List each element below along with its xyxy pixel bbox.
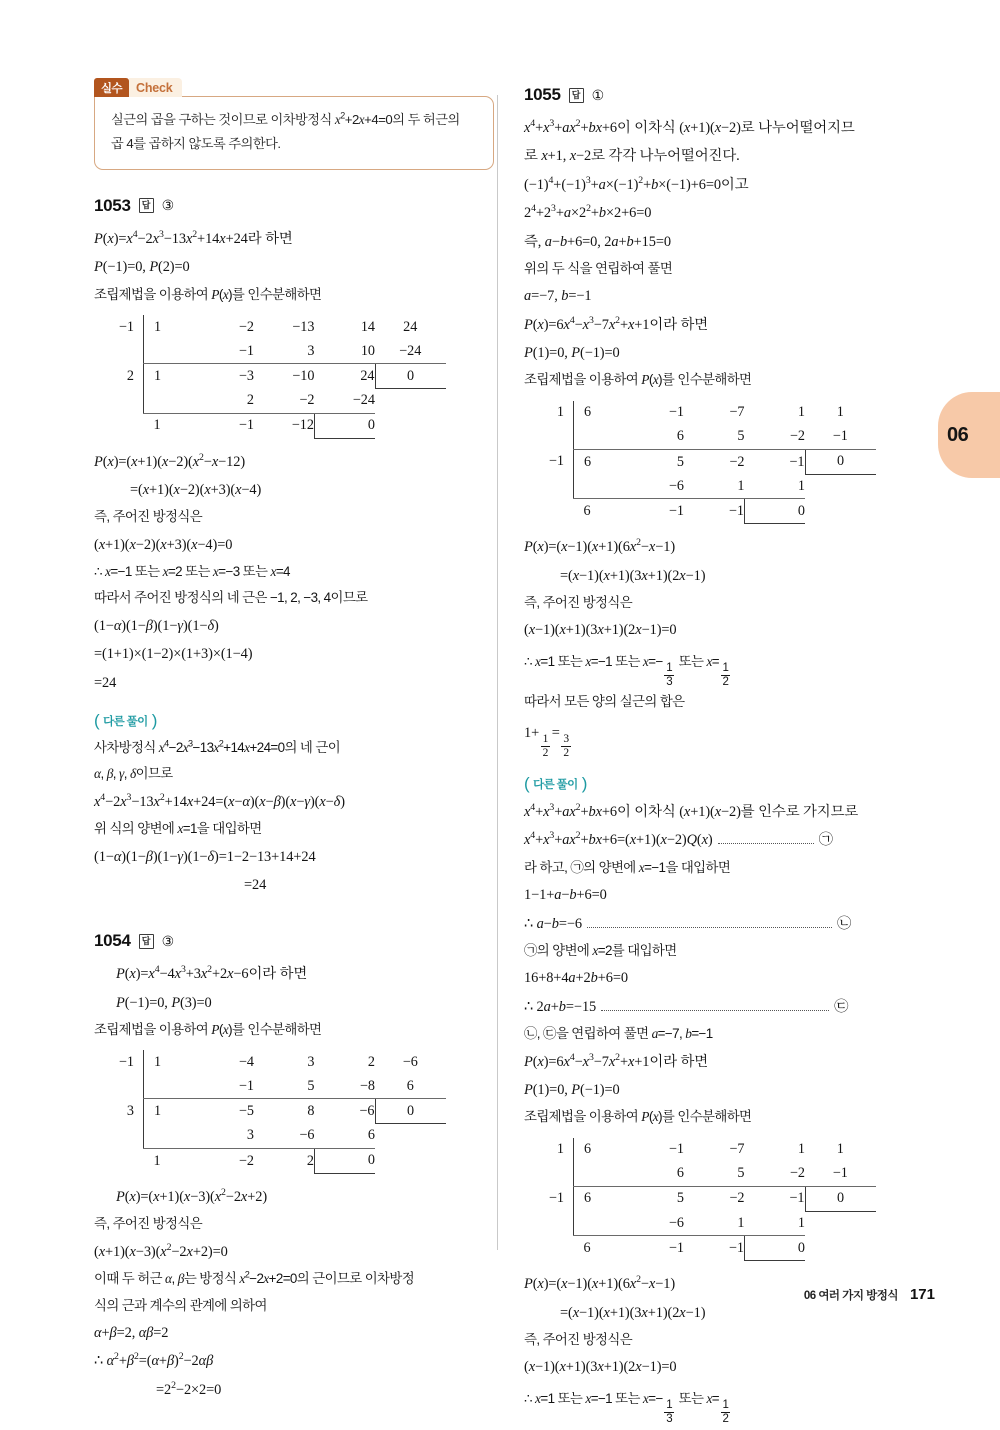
check-chip-label: 실수 — [94, 78, 129, 97]
cell — [94, 1074, 144, 1099]
cell: −2 — [254, 389, 315, 414]
cell: 6 — [574, 401, 625, 425]
cell — [805, 1211, 876, 1236]
problem-1054-answer: ③ — [161, 932, 175, 949]
solution-line: $x^4+x^3+ax^2+bx+6$이 이차식 (x+1)(x−2)로 나누어떨어지므 — [524, 118, 855, 136]
cell: 1 — [144, 315, 195, 339]
solution-line: (1−α)(1−β)(1−γ)(1−δ)=1−2−13+14+24 — [94, 848, 316, 865]
cell — [94, 339, 144, 364]
cell: 1 — [684, 1211, 745, 1236]
solution-line: ∴ a−b=−6 ㉡ — [524, 915, 852, 932]
solution-line: (1−α)(1−β)(1−γ)(1−δ) — [94, 617, 219, 634]
remainder-cell: 0 — [805, 449, 876, 474]
chapter-side-tab — [938, 392, 1000, 478]
divisor: −1 — [548, 453, 564, 470]
solution-line: 위 식의 양변에 x=1을 대입하면 — [94, 821, 262, 837]
cell: 24 — [403, 318, 418, 335]
cell: −1 — [789, 453, 805, 470]
solution-line: 조립제법을 이용하여 P(x)를 인수분해하면 — [524, 372, 752, 388]
cell: 5 — [254, 1074, 315, 1099]
cell: −13 — [292, 318, 315, 335]
solution-line: ㉠의 양변에 x=2를 대입하면 — [524, 943, 677, 958]
problem-1053-answer: ③ — [161, 197, 175, 214]
divisor: −1 — [118, 318, 134, 335]
answer-icon: 답 — [139, 198, 154, 213]
cell: −1 — [805, 1162, 876, 1187]
cell: −6 — [402, 1053, 418, 1070]
solution-line: $P(x)=6x^4-x^3-7x^2+x+1$이라 하면 — [524, 314, 709, 333]
cell: −6 — [624, 1211, 684, 1236]
alt-solution-label: 다른 풀이 — [103, 715, 148, 728]
alt-solution-badge — [94, 713, 157, 729]
cell: −1 — [238, 417, 254, 434]
solution-line: 조립제법을 이용하여 P(x)를 인수분해하면 — [524, 1109, 752, 1125]
cell: −2 — [238, 1152, 254, 1169]
cell: 24 — [360, 367, 375, 384]
cell: 6 — [574, 449, 625, 474]
problem-1055 — [524, 85, 924, 1426]
cell: 1 — [745, 474, 806, 499]
solution-line: =(x−1)(x+1)(3x+1)(2x−1) — [560, 1304, 706, 1321]
cell: 5 — [676, 453, 684, 470]
cell: 1 — [797, 1141, 805, 1158]
table-row — [94, 364, 446, 389]
table-row — [524, 449, 876, 474]
solution-line: 식의 근과 계수의 관계에 의하여 — [94, 1297, 267, 1313]
table-row — [94, 389, 446, 414]
cell: −2 — [745, 425, 806, 450]
solution-line: 로 x+1, x−2로 각각 나누어떨어진다. — [524, 148, 740, 165]
table-row — [524, 1162, 876, 1187]
problem-1054-number: 1054 — [94, 931, 131, 951]
solution-line: 16+8+4a+2b+6=0 — [524, 970, 628, 987]
ref-mark: ㉠ — [524, 943, 537, 958]
solution-line: ∴ x=−1 또는 x=2 또는 x=−3 또는 x=4 — [94, 564, 290, 580]
cell: −2 — [238, 318, 254, 335]
check-word-label: Check — [129, 78, 182, 97]
cell: 2 — [194, 389, 254, 414]
table-row — [524, 401, 876, 425]
solution-line: $P(x)=(x+1)(x-3)(x^2-2x+2)$ — [116, 1187, 268, 1205]
divisor: 3 — [126, 1102, 134, 1119]
table-row — [94, 315, 446, 339]
solution-line: $(x+1)(x-3)(x^2-2x+2)=0$ — [94, 1241, 228, 1260]
problem-1054 — [94, 931, 494, 1404]
synthetic-division-table — [524, 1138, 924, 1262]
cell: 1 — [144, 1050, 195, 1074]
divisor: 1 — [556, 1141, 564, 1158]
cell — [805, 499, 876, 524]
solution-line: 1+ $\frac{1}{2}$ = $\frac{3}{2}$ — [524, 725, 569, 760]
cell: 1 — [836, 404, 844, 421]
cell: 6 — [624, 1162, 684, 1187]
table-row — [524, 1236, 876, 1261]
cell: −1 — [194, 339, 254, 364]
cell: −1 — [668, 1239, 684, 1256]
cell: 6 — [574, 1138, 625, 1162]
solution-line: ∴ x=1 또는 x=−1 또는 x=− $\frac{1}{3}$ 또는 x= $\frac{1}{2}$ — [524, 1390, 729, 1425]
solution-line: =24 — [94, 674, 117, 691]
synthetic-division-table — [524, 401, 924, 525]
cell: −1 — [728, 1239, 744, 1256]
cell: 5 — [684, 425, 745, 450]
divisor: −1 — [118, 1053, 134, 1070]
cell — [524, 474, 574, 499]
solution-line: 즉, a−b+6=0, 2a+b+15=0 — [524, 233, 671, 250]
check-callout-body — [94, 96, 494, 170]
solution-line: ∴ 2a+b=−15 ㉢ — [524, 998, 849, 1015]
table-row — [94, 1148, 446, 1173]
cell: 1 — [797, 404, 805, 421]
cell: 6 — [583, 503, 591, 520]
solution-line: $P(x)=(x-1)(x+1)(6x^2-x-1)$ — [524, 537, 676, 556]
problem-1053-header — [94, 196, 494, 216]
cell: 10 — [315, 339, 376, 364]
cell — [144, 389, 195, 414]
answer-icon: 답 — [139, 934, 154, 949]
solution-line: (x+1)(x−2)(x+3)(x−4)=0 — [94, 536, 233, 553]
solution-line: =(1+1)×(1−2)×(1+3)×(1−4) — [94, 646, 253, 663]
synthetic-division-table — [94, 315, 494, 439]
cell: 1 — [153, 417, 161, 434]
cell: 1 — [684, 474, 745, 499]
solution-line: 즉, 주어진 방정식은 — [524, 595, 633, 611]
table-row — [94, 1074, 446, 1099]
cell: 3 — [307, 1053, 315, 1070]
table-row — [94, 1050, 446, 1074]
cell — [94, 1148, 144, 1173]
remainder-cell: 0 — [375, 1099, 446, 1124]
cell: −4 — [238, 1053, 254, 1070]
cell: −1 — [668, 1141, 684, 1158]
cell: 3 — [254, 339, 315, 364]
cell — [144, 339, 195, 364]
answer-icon: 답 — [569, 88, 584, 103]
cell — [144, 1074, 195, 1099]
cell: 6 — [624, 425, 684, 450]
cell: −5 — [238, 1103, 254, 1120]
remainder-cell: 0 — [315, 1148, 376, 1173]
cell: 8 — [307, 1103, 315, 1120]
solution-line: =(x+1)(x−2)(x+3)(x−4) — [130, 481, 262, 498]
footer-chapter-title: 06 여러 가지 방정식 — [803, 1290, 898, 1302]
solution-line: α, β, γ, δ이므로 — [94, 766, 173, 782]
cell — [375, 1124, 446, 1149]
solution-line: 1−1+a−b+6=0 — [524, 887, 607, 904]
solution-line: $P(x)=(x-1)(x+1)(6x^2-x-1)$ — [524, 1274, 676, 1293]
cell — [144, 1124, 195, 1149]
solution-line: $P(x)=(x+1)(x-2)(x^2-x-12)$ — [94, 451, 246, 470]
cell: −2 — [745, 1162, 806, 1187]
solution-line: =(x−1)(x+1)(3x+1)(2x−1) — [560, 567, 706, 584]
solution-line: P(1)=0, P(−1)=0 — [524, 345, 620, 362]
remainder-cell: 0 — [315, 413, 376, 438]
table-row — [524, 499, 876, 524]
cell: −12 — [291, 417, 314, 434]
solution-line: $2^4+2^3+a\times 2^2+b\times 2+6=0$ — [524, 203, 652, 222]
cell — [94, 1124, 144, 1149]
check-callout-header — [94, 78, 494, 97]
problem-1054-header — [94, 931, 494, 951]
table-row — [524, 474, 876, 499]
bracket-left-icon: ( — [94, 711, 100, 731]
table-row — [94, 1099, 446, 1124]
ref-mark: ㉡ — [524, 1026, 537, 1042]
divisor: 2 — [126, 367, 134, 384]
solution-line: $=2^2-2\times 2=0$ — [156, 1379, 222, 1398]
problem-1053 — [94, 196, 494, 899]
table-row — [524, 1186, 876, 1211]
solution-line: a=−7, b=−1 — [524, 288, 592, 305]
footer-page-number: 171 — [909, 1286, 935, 1303]
bracket-left-icon: ( — [524, 774, 530, 794]
cell — [524, 1236, 574, 1261]
cell — [574, 1162, 625, 1187]
solution-line: 라 하고, ㉠의 양변에 x=−1을 대입하면 — [524, 859, 731, 875]
cell: 5 — [684, 1162, 745, 1187]
cell: −6 — [624, 474, 684, 499]
solution-line: P(−1)=0, P(3)=0 — [116, 994, 212, 1011]
cell — [94, 413, 144, 438]
solution-line: P(−1)=0, P(2)=0 — [94, 259, 190, 276]
cell: −1 — [668, 404, 684, 421]
page-footer — [804, 1286, 935, 1303]
cell: 1 — [745, 1211, 806, 1236]
cell — [375, 1148, 446, 1173]
cell — [524, 425, 574, 450]
remainder-cell: 0 — [745, 499, 806, 524]
divisor: 1 — [556, 404, 564, 421]
cell: 6 — [574, 1186, 625, 1211]
alt-solution-badge — [524, 776, 587, 792]
solution-line: $x^4-2x^3-13x^2+14x+24=(x-\alpha)(x-\beta)(x-\gamma)(x-\delta)$ — [94, 791, 345, 810]
alt-solution-label: 다른 풀이 — [533, 779, 578, 792]
problem-1055-answer: ① — [591, 86, 605, 103]
cell: −3 — [238, 367, 254, 384]
cell — [375, 413, 446, 438]
cell: −24 — [315, 389, 376, 414]
cell: −2 — [729, 453, 745, 470]
cell: 3 — [194, 1124, 254, 1149]
bracket-right-icon: ) — [151, 711, 157, 731]
right-column — [524, 85, 924, 1430]
table-row — [94, 413, 446, 438]
solution-line: =24 — [244, 876, 267, 893]
cell: −2 — [729, 1190, 745, 1207]
solution-line: 따라서 주어진 방정식의 네 근은 −1, 2, −3, 4이므로 — [94, 590, 368, 606]
synthetic-division-table — [94, 1050, 494, 1174]
divisor: −1 — [548, 1190, 564, 1207]
solution-line: 즉, 주어진 방정식은 — [524, 1331, 633, 1347]
mistake-check-callout — [94, 78, 494, 170]
cell — [524, 499, 574, 524]
solution-line: $P(x)=x^4-4x^3+3x^2+2x-6$이라 하면 — [116, 964, 308, 983]
solution-line: $P(x)=x^4-2x^3-13x^2+14x+24$라 하면 — [94, 229, 293, 247]
cell: −1 — [805, 425, 876, 450]
solution-line: P(1)=0, P(−1)=0 — [524, 1081, 620, 1098]
cell — [805, 474, 876, 499]
cell: −10 — [292, 367, 315, 384]
cell: −1 — [789, 1190, 805, 1207]
remainder-cell: 0 — [375, 364, 446, 389]
cell: −1 — [194, 1074, 254, 1099]
cell: 5 — [676, 1190, 684, 1207]
ref-mark: ㉢ — [834, 998, 849, 1015]
cell: 1 — [153, 1152, 161, 1169]
cell: 2 — [306, 1152, 314, 1169]
solution-line: 사차방정식 $x^4-2x^3-13x^2+14x+24=0$의 네 근이 — [94, 738, 341, 755]
table-row — [524, 1138, 876, 1162]
remainder-cell: 0 — [745, 1236, 806, 1261]
solution-line: 위의 두 식을 연립하여 풀면 — [524, 260, 673, 276]
cell: −7 — [729, 404, 745, 421]
cell — [805, 1236, 876, 1261]
cell: −1 — [728, 503, 744, 520]
solution-line: 조립제법을 이용하여 P(x)를 인수분해하면 — [94, 1022, 322, 1038]
cell: −8 — [315, 1074, 376, 1099]
solution-line: ∴ x=1 또는 x=−1 또는 x=− $\frac{1}{3}$ 또는 x= $\frac{1}{2}$ — [524, 653, 729, 688]
solution-line: 즉, 주어진 방정식은 — [94, 509, 203, 525]
cell — [574, 425, 625, 450]
solution-line: $x^4+x^3+ax^2+bx+6$이 이차식 (x+1)(x−2)를 인수로 가지므로 — [524, 802, 859, 821]
table-row — [94, 1124, 446, 1149]
ref-mark: ㉡ — [836, 915, 852, 932]
solution-line: (x−1)(x+1)(3x+1)(2x−1)=0 — [524, 1359, 677, 1376]
solution-line: ∴ $\alpha^2+\beta^2=(\alpha+\beta)^2-2\alpha\beta$ — [94, 1351, 214, 1370]
solution-line: $P(x)=6x^4-x^3-7x^2+x+1$이라 하면 — [524, 1051, 709, 1070]
cell — [375, 389, 446, 414]
solution-line: α+β=2, αβ=2 — [94, 1324, 169, 1341]
problem-1055-number: 1055 — [524, 85, 561, 104]
problem-1053-number: 1053 — [94, 195, 131, 215]
left-column — [94, 78, 494, 1408]
solution-line: (x−1)(x+1)(3x+1)(2x−1)=0 — [524, 622, 677, 639]
solution-line: 이때 두 허근 α, β는 방정식 $x^2-2x+2=0$의 근이므로 이차방정 — [94, 1269, 415, 1287]
cell: −7 — [729, 1141, 745, 1158]
column-divider — [497, 95, 498, 1250]
remainder-cell: 0 — [805, 1186, 876, 1211]
solution-line: $(-1)^4+(-1)^3+a\times(-1)^2+b\times(-1)+6=0$이고 — [524, 174, 749, 193]
cell — [574, 474, 625, 499]
table-row — [94, 339, 446, 364]
table-row — [524, 1211, 876, 1236]
solution-line: ㉡, ㉢을 연립하여 풀면 a=−7, b=−1 — [524, 1026, 713, 1042]
cell: −6 — [254, 1124, 315, 1149]
solution-line: 따라서 모든 양의 실근의 합은 — [524, 693, 685, 709]
cell: −1 — [668, 503, 684, 520]
ref-mark: ㉠ — [570, 859, 584, 875]
table-row — [524, 425, 876, 450]
solution-line: 조립제법을 이용하여 P(x)를 인수분해하면 — [94, 286, 322, 302]
cell: 1 — [836, 1141, 844, 1158]
chapter-side-tab-label: 06 — [947, 423, 969, 446]
cell: 1 — [144, 1099, 195, 1124]
ref-mark: ㉢ — [543, 1026, 556, 1042]
cell: 6 — [315, 1124, 376, 1149]
check-line-1: 실근의 곱을 구하는 것이므로 이차방정식 $x^2+2x+4=0$의 두 허근의 — [111, 110, 460, 127]
cell: 14 — [360, 318, 375, 335]
ref-mark: ㉠ — [818, 832, 833, 849]
solution-line: $x^4+x^3+ax^2+bx+6=(x+1)(x-2)Q(x)$ ㉠ — [524, 830, 833, 849]
cell — [94, 389, 144, 414]
check-line-2: 곱 4를 곱하지 않도록 주의한다. — [111, 136, 281, 152]
cell: 2 — [367, 1053, 375, 1070]
cell: −6 — [359, 1103, 375, 1120]
cell — [524, 1211, 574, 1236]
cell: 6 — [583, 1239, 591, 1256]
cell — [574, 1211, 625, 1236]
cell: 1 — [144, 364, 195, 389]
bracket-right-icon: ) — [581, 774, 587, 794]
cell: −24 — [375, 339, 446, 364]
solution-line: 즉, 주어진 방정식은 — [94, 1216, 203, 1232]
problem-1055-header — [524, 85, 924, 105]
cell: 6 — [375, 1074, 446, 1099]
cell — [524, 1162, 574, 1187]
